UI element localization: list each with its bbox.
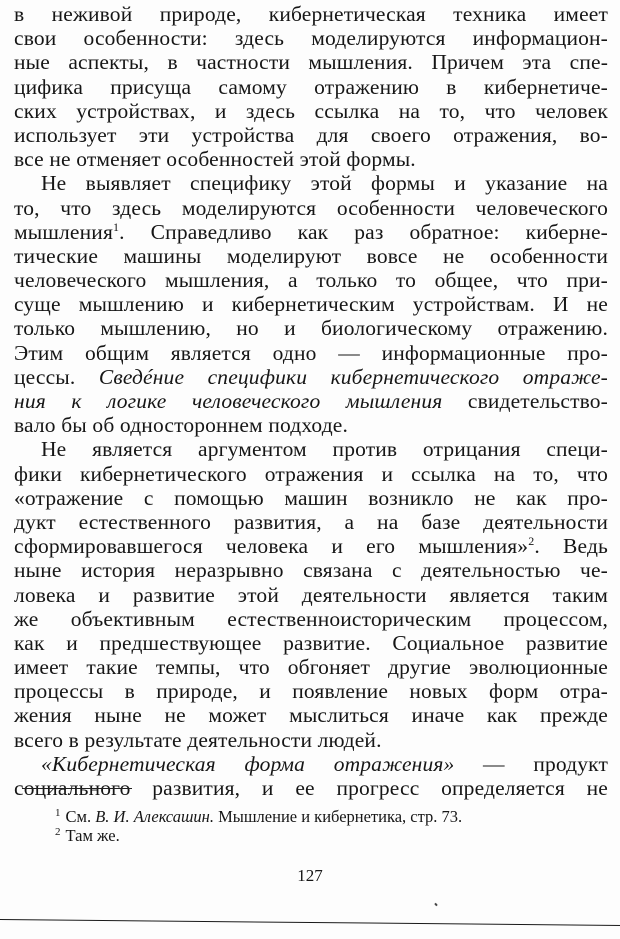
- text-line: [14, 365, 608, 389]
- text-line: [14, 389, 608, 413]
- text-line: [14, 534, 608, 558]
- page-bottom-edge: [0, 919, 620, 926]
- body-text: [14, 2, 608, 800]
- text-line: всего в результате деятельности людей.: [14, 727, 382, 752]
- footnote-text: См.: [65, 807, 96, 826]
- footnote-ref-2[interactable]: 2: [528, 534, 535, 549]
- italic-fragment: Сведéние специфики кибернетического отраже-: [98, 364, 608, 389]
- text-fragment: цессы.: [14, 364, 99, 389]
- text-line: Не выявляет специфику этой формы и указание на: [41, 171, 608, 196]
- text-line: все не отменяет особенностей этой формы.: [14, 147, 416, 172]
- text-line: только мышлению, но и биологическому отражению.: [14, 316, 608, 341]
- italic-fragment: «Кибернетическая форма отражения»: [41, 751, 455, 776]
- text-fragment: . Справедливо как раз обратное: киберне-: [119, 219, 608, 244]
- footnotes: [55, 807, 595, 845]
- text-line: то, что здесь моделируются особенности человеческого: [14, 195, 608, 220]
- text-line: свои особенности: здесь моделируются информацион-: [14, 26, 608, 51]
- text-line: ные аспекты, в частности мышления. Причем эта спе-: [14, 50, 608, 75]
- text-line: ныне история неразрывно связана с деятельностью че-: [14, 558, 608, 583]
- text-line: Не является аргументом против отрицания специ-: [41, 437, 608, 462]
- footnote-mark: 1: [55, 807, 61, 819]
- text-line: [14, 220, 608, 244]
- text-line: «отражение с помощью машин возникло не как про-: [14, 485, 608, 510]
- text-line: социального развития, и ее прогресс определяется не: [14, 776, 608, 800]
- footnote-text: Там же.: [65, 826, 120, 845]
- footnote-2: [55, 826, 595, 845]
- text-line: человеческого мышления, а только то общее, что при-: [14, 268, 608, 293]
- text-fragment: — продукт: [454, 751, 609, 776]
- italic-fragment: ния к логике человеческого мышления: [14, 389, 443, 413]
- text-line: Этим общим является одно — информационные про-: [14, 340, 608, 365]
- text-line: тические машины моделируют вовсе не особенности: [14, 243, 608, 268]
- text-line: использует эти устройства для своего отражения, во-: [14, 122, 608, 147]
- scan-speck: [434, 903, 437, 907]
- text-line: [14, 752, 608, 776]
- text-fragment: сформировавшегося человека и его мышления»: [14, 534, 529, 559]
- footnote-text: Мышление и кибернетика, стр. 73.: [213, 807, 463, 826]
- text-fragment: свидетельство-: [442, 389, 608, 413]
- text-line: суще мышлению и кибернетическим устройствам. И не: [14, 292, 608, 317]
- footnote-1: [55, 807, 595, 826]
- footnote-ref-1[interactable]: 1: [112, 219, 120, 234]
- text-line: вало бы об одностороннем подходе.: [14, 413, 349, 438]
- text-line: фики кибернетического отражения и ссылка на то, что: [14, 461, 608, 486]
- text-fragment: . Ведь: [534, 534, 608, 559]
- text-line: же объективным естественноисторическим процессом,: [14, 606, 608, 631]
- footnote-author: В. И. Алексашин.: [95, 807, 214, 826]
- text-line: ловека и развитие этой деятельности является таким: [14, 582, 608, 607]
- text-line: процессы в природе, и появление новых форм отра-: [14, 679, 608, 704]
- footnote-separator: [22, 788, 132, 789]
- text-line: имеет такие темпы, что обгоняет другие эволюционные: [14, 655, 608, 680]
- text-line: в неживой природе, кибернетическая техника имеет: [14, 2, 608, 26]
- footnote-mark: 2: [55, 826, 61, 838]
- text-line: как и предшествующее развитие. Социальное развитие: [14, 630, 608, 655]
- text-fragment: мышления: [14, 219, 113, 244]
- page-number: 127: [297, 866, 323, 885]
- text-line: жения ныне не может мыслиться иначе как прежде: [14, 703, 608, 728]
- text-line: цифика присуща самому отражению в кибернетиче-: [14, 74, 608, 99]
- text-line: ских устройствах, и здесь ссылка на то, что человек: [14, 98, 608, 123]
- text-line: дукт естественного развития, а на базе деятельности: [14, 509, 608, 534]
